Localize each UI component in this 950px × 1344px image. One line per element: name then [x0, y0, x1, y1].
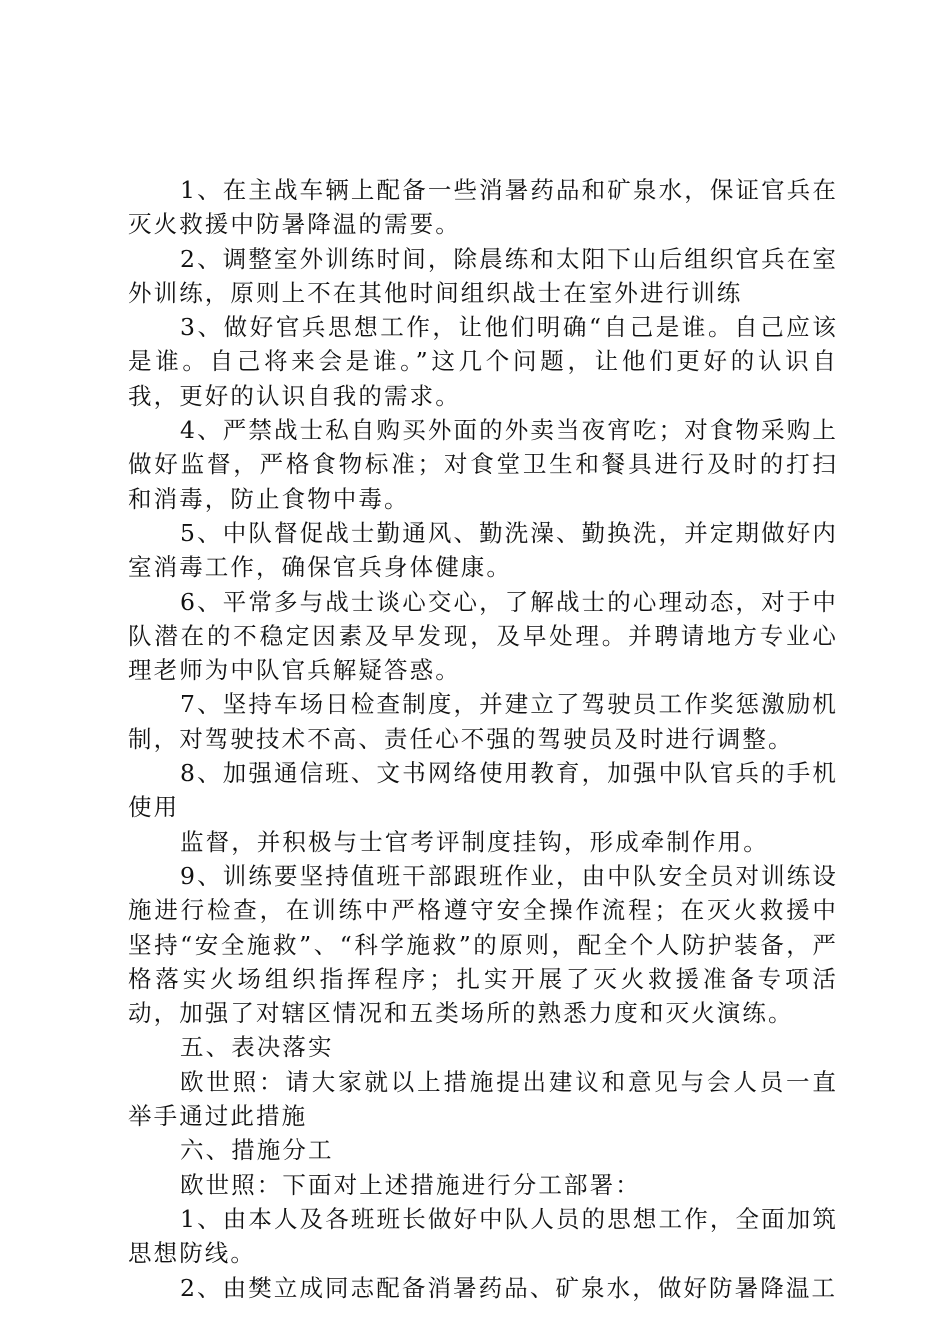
- paragraph-measure-5: 5、中队督促战士勤通风、勤洗澡、勤换洗，并定期做好内室消毒工作，确保官兵身体健康。: [128, 518, 838, 582]
- paragraph-measure-4: 4、严禁战士私自购买外面的外卖当夜宵吃；对食物采购上做好监督，严格食物标准；对食堂卫生和餐具进行及时的打扫和消毒，防止食物中毒。: [128, 416, 838, 513]
- paragraph-measure-8-continued: 监督，并积极与士官考评制度挂钩，形成牵制作用。: [180, 827, 769, 856]
- section-heading-division: 六、措施分工: [180, 1136, 334, 1165]
- paragraph-measure-3: 3、做好官兵思想工作，让他们明确“自己是谁。自己应该是谁。自己将来会是谁。”这几个问题，让他们更好的认识自我，更好的认识自我的需求。: [128, 313, 838, 410]
- paragraph-division-2: 2、由樊立成同志配备消暑药品、矿泉水，做好防暑降温工: [180, 1273, 838, 1302]
- paragraph-measure-8: 8、加强通信班、文书网络使用教育，加强中队官兵的手机使用: [128, 759, 838, 822]
- paragraph-measure-6: 6、平常多与战士谈心交心，了解战士的心理动态，对于中队潜在的不稳定因素及早发现，及早处理。并聘请地方专业心理老师为中队官兵解疑答惑。: [128, 587, 838, 685]
- paragraph-voting-statement: 欧世照：请大家就以上措施提出建议和意见与会人员一直举手通过此措施: [128, 1067, 838, 1131]
- paragraph-measure-7: 7、坚持车场日检查制度，并建立了驾驶员工作奖惩激励机制，对驾驶技术不高、责任心不强的驾驶员及时进行调整。: [128, 690, 838, 753]
- paragraph-measure-9: 9、训练要坚持值班干部跟班作业，由中队安全员对训练设施进行检查，在训练中严格遵守安全操作流程；在灭火救援中坚持“安全施救”、“科学施救”的原则，配全个人防护装备，严格落实火场组织指挥程序；扎实开展了灭火救援准备专项活动，加强了对辖区情况和五类场所的熟悉力度和灭火演练。: [128, 861, 838, 1028]
- paragraph-measure-2: 2、调整室外训练时间，除晨练和太阳下山后组织官兵在室外训练，原则上不在其他时间组织战士在室外进行训练: [128, 244, 838, 307]
- paragraph-division-intro: 欧世照：下面对上述措施进行分工部署：: [180, 1170, 641, 1199]
- section-heading-voting: 五、表决落实: [180, 1033, 334, 1062]
- document-body: [128, 173, 838, 1305]
- paragraph-division-1: 1、由本人及各班班长做好中队人员的思想工作，全面加筑思想防线。: [128, 1204, 838, 1268]
- paragraph-measure-1: 1、在主战车辆上配备一些消暑药品和矿泉水，保证官兵在灭火救援中防暑降温的需要。: [128, 176, 838, 239]
